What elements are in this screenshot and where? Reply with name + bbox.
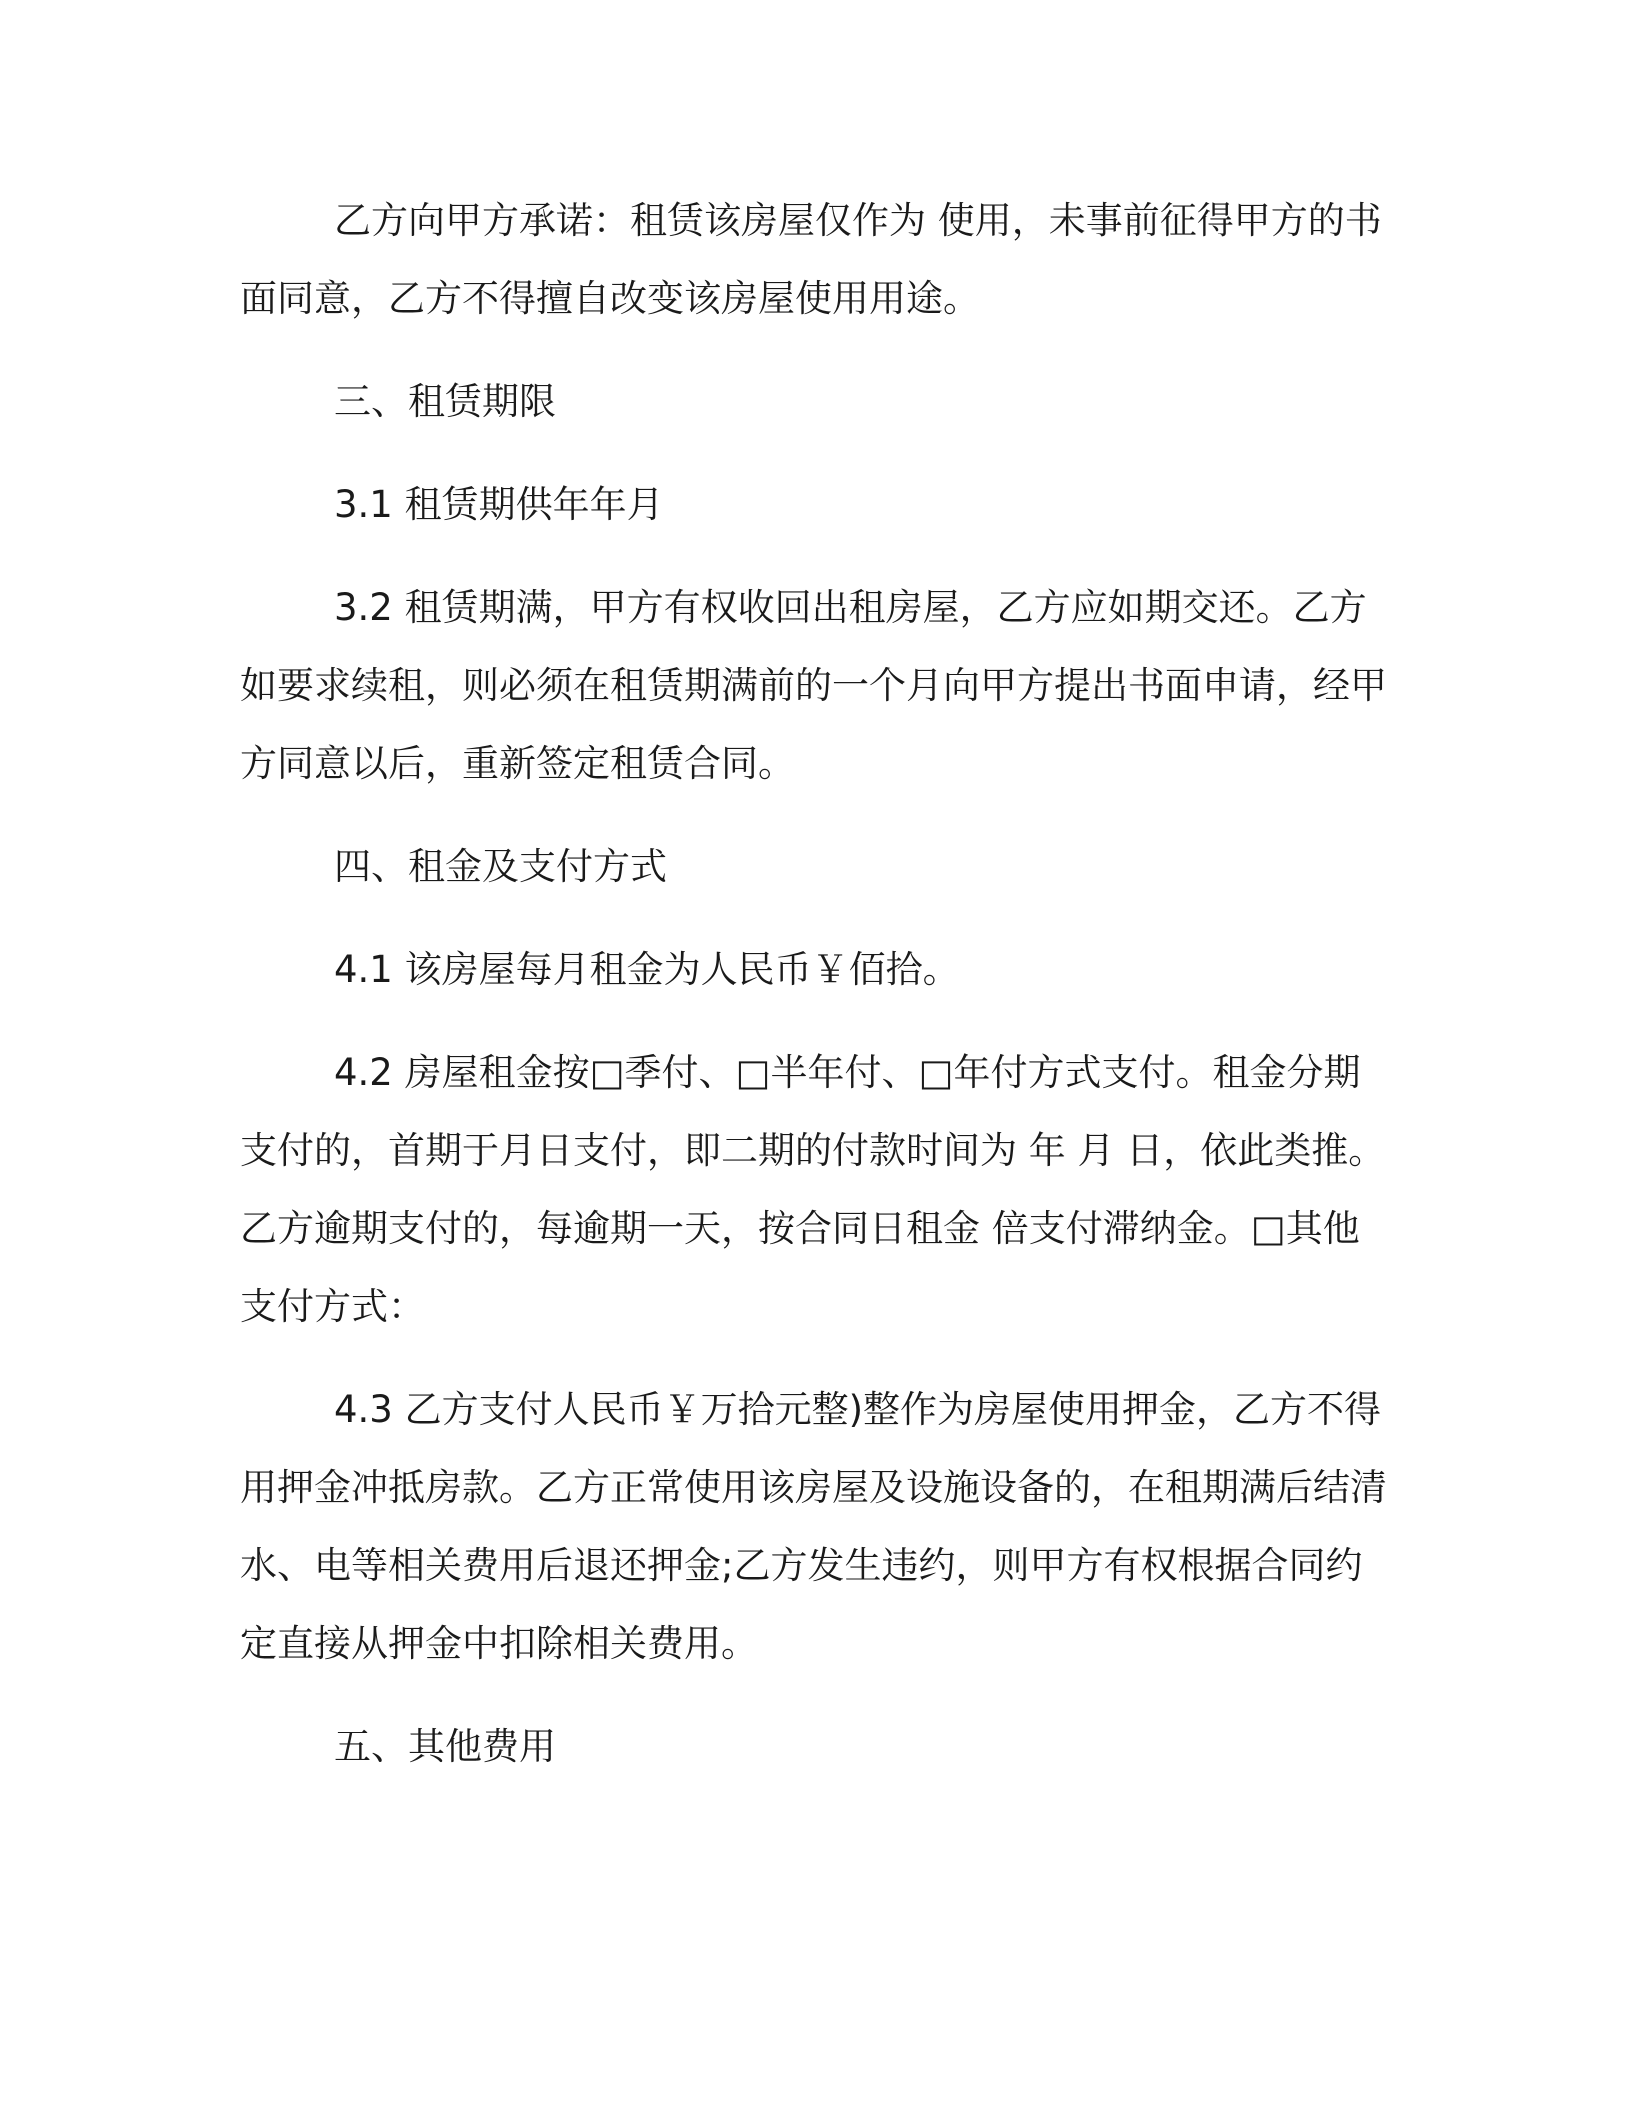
- paragraph-usage-commitment: 乙方向甲方承诺：租赁该房屋仅作为 使用，未事前征得甲方的书面同意，乙方不得擅自改变该房屋使用用途。: [240, 199, 1382, 320]
- clause-4-1: 4.1 该房屋每月租金为人民币￥佰拾。: [334, 948, 960, 991]
- clause-4-2: 4.2 房屋租金按□季付、□半年付、□年付方式支付。租金分期支付的，首期于月日支付，即二期的付款时间为 年 月 日，依此类推。乙方逾期支付的，每逾期一天，按合同日租金 倍支付滞纳金。□其他支付方式：: [240, 1051, 1386, 1328]
- document-body: [240, 182, 1390, 1811]
- clause-4-3: 4.3 乙方支付人民币￥万拾元整)整作为房屋使用押金，乙方不得用押金冲抵房款。乙方正常使用该房屋及设施设备的，在租期满后结清水、电等相关费用后退还押金;乙方发生违约，则甲方有权根据合同约定直接从押金中扣除相关费用。: [240, 1388, 1387, 1665]
- section-heading-rent-payment: 四、租金及支付方式: [334, 845, 667, 888]
- section-heading-other-fees: 五、其他费用: [334, 1725, 556, 1768]
- section-heading-lease-term: 三、租赁期限: [334, 380, 556, 423]
- clause-3-2: 3.2 租赁期满，甲方有权收回出租房屋，乙方应如期交还。乙方如要求续租，则必须在租赁期满前的一个月向甲方提出书面申请，经甲方同意以后，重新签定租赁合同。: [240, 586, 1387, 785]
- clause-3-1: 3.1 租赁期供年年月: [334, 483, 664, 526]
